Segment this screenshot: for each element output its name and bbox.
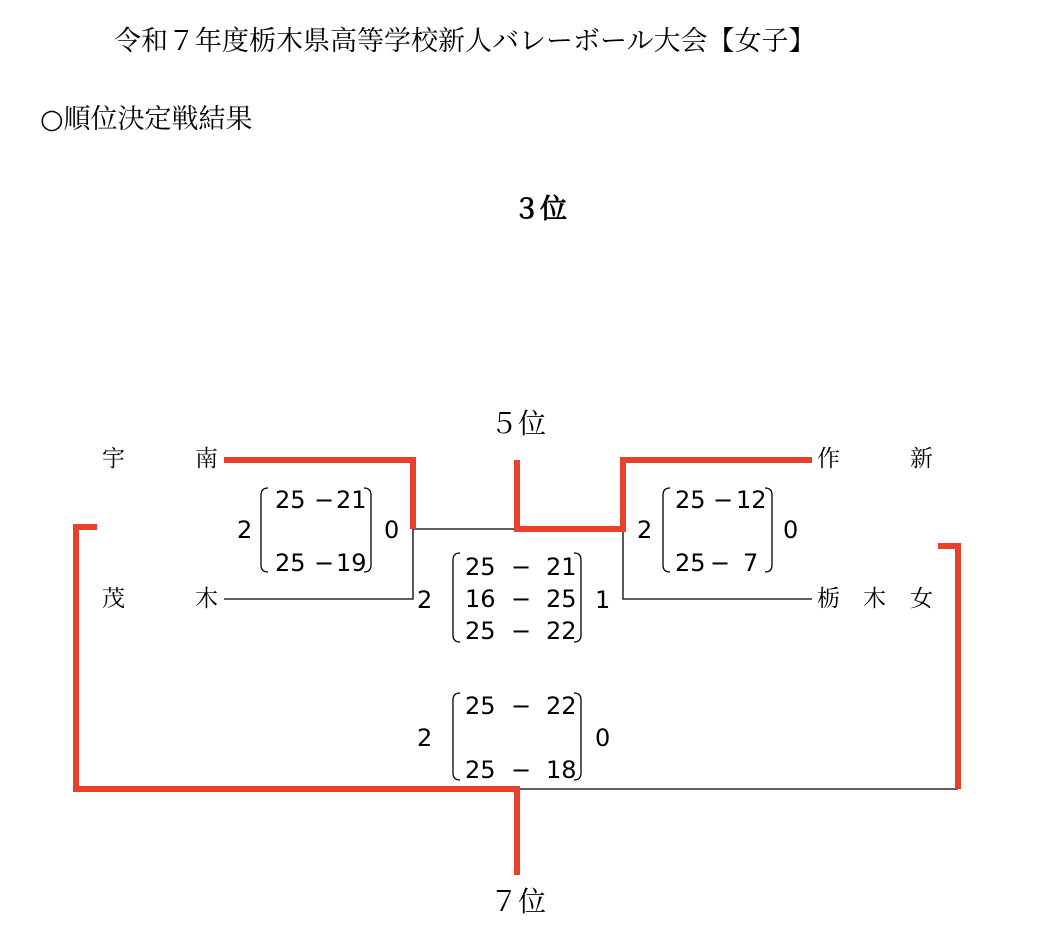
- team-motegi-char-2: 木: [195, 586, 218, 612]
- winner-lines: [76, 460, 958, 875]
- fifth-sets-left: 2: [417, 586, 433, 614]
- team-uminami-char-1: 宇: [102, 446, 125, 472]
- team-motegi-char-1: 茂: [102, 586, 125, 612]
- fifth-set1-b: 21: [546, 553, 577, 581]
- match2-set1-a: 25: [675, 486, 706, 514]
- section-subtitle: ○順位決定戦結果: [40, 104, 253, 135]
- fifth-set3-b: 22: [546, 617, 577, 645]
- match1-set2-a: 25: [275, 549, 306, 577]
- match2-set2-b: 7: [743, 549, 759, 577]
- match2-sets-left: 2: [637, 516, 653, 544]
- fifth-sets-right: 1: [595, 586, 611, 614]
- team-tochigijo-char-1: 栃: [817, 586, 840, 612]
- match2-set2-dash: −: [710, 549, 731, 577]
- match2-set2-a: 25: [675, 549, 706, 577]
- rank-3-label: ３位: [513, 194, 567, 225]
- fifth-set1-dash: −: [511, 553, 532, 581]
- seventh-set1-b: 22: [546, 692, 577, 720]
- team-sakushin-char-1: 作: [817, 446, 840, 472]
- bracket-line-seventh-winner: [76, 527, 517, 875]
- bracket-line-sakushin-to-fifth: [517, 460, 812, 529]
- team-sakushin-char-2: 新: [910, 446, 933, 472]
- team-tochigijo-char-2: 木: [863, 586, 886, 612]
- match1-sets-right: 0: [384, 516, 400, 544]
- match2-set1-b: 12: [736, 486, 767, 514]
- fifth-set1-a: 25: [465, 553, 496, 581]
- match1-set1-a: 25: [275, 486, 306, 514]
- match2-sets-right: 0: [783, 516, 799, 544]
- match1-set1-b: 21: [336, 486, 367, 514]
- seventh-set2-a: 25: [465, 756, 496, 784]
- seventh-set1-dash: −: [511, 692, 532, 720]
- bracket-line-seventh-right-stub: [938, 546, 958, 789]
- fifth-set2-a: 16: [465, 585, 496, 613]
- match1-sets-left: 2: [237, 516, 253, 544]
- seventh-place-label: ７位: [490, 885, 547, 918]
- fifth-place-label: ５位: [490, 407, 547, 440]
- fifth-set2-b: 25: [546, 585, 577, 613]
- seventh-set2-dash: −: [511, 756, 532, 784]
- seventh-set1-a: 25: [465, 692, 496, 720]
- team-tochigijo-char-3: 女: [910, 586, 933, 612]
- seventh-sets-left: 2: [417, 724, 433, 752]
- fifth-set3-dash: −: [511, 617, 532, 645]
- match1-set1-dash: −: [314, 486, 335, 514]
- match1-set2-dash: −: [314, 549, 335, 577]
- seventh-set2-b: 18: [546, 756, 577, 784]
- fifth-set2-dash: −: [511, 585, 532, 613]
- team-uminami-char-2: 南: [195, 446, 218, 472]
- match1-set2-b: 19: [336, 549, 367, 577]
- seventh-sets-right: 0: [595, 724, 611, 752]
- match2-set1-dash: −: [713, 486, 734, 514]
- page-title: 令和７年度栃木県高等学校新人バレーボール大会【女子】: [114, 26, 816, 57]
- fifth-set3-a: 25: [465, 617, 496, 645]
